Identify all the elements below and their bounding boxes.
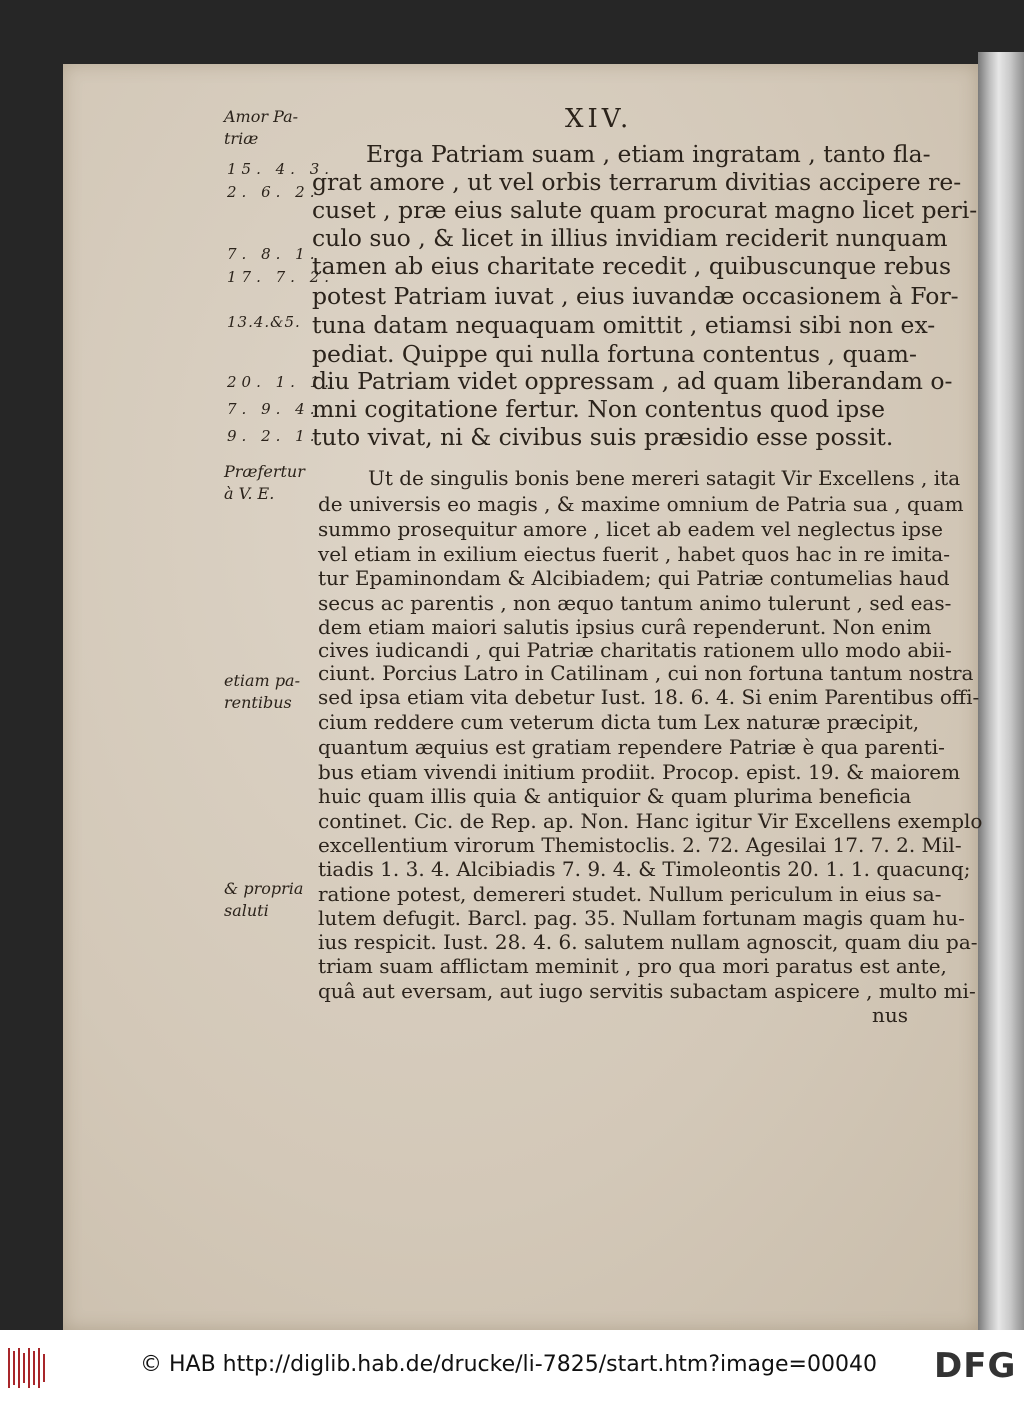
hab-barcode-logo-icon[interactable] bbox=[8, 1348, 46, 1388]
margin-reference: 7. 9. 4. bbox=[227, 400, 320, 418]
text-line: triam suam afflictam meminit , pro qua mori paratus est ante, bbox=[318, 954, 947, 978]
text-line: continet. Cic. de Rep. ap. Non. Hanc igitur Vir Excellens exemplo bbox=[318, 809, 983, 833]
margin-reference: 13.4.&5. bbox=[227, 313, 301, 331]
margin-reference: 17. 7. 2. bbox=[227, 268, 335, 286]
margin-reference: 2. 6. 2. bbox=[227, 183, 320, 201]
text-line: vel etiam in exilium eiectus fuerit , habet quos hac in re imita- bbox=[318, 542, 950, 566]
margin-note: Præfertur bbox=[224, 462, 305, 481]
text-line: quantum æquius est gratiam rependere Patriæ è qua parenti- bbox=[318, 735, 945, 759]
margin-reference: 20. 1. 1. bbox=[227, 373, 335, 391]
text-line: dem etiam maiori salutis ipsius curâ rependerunt. Non enim bbox=[318, 615, 932, 639]
text-line: bus etiam vivendi initium prodiit. Procop. epist. 19. & maiorem bbox=[318, 760, 961, 784]
text-line: lutem defugit. Barcl. pag. 35. Nullam fortunam magis quam hu- bbox=[318, 906, 965, 930]
text-line: tiadis 1. 3. 4. Alcibiadis 7. 9. 4. & Timoleontis 20. 1. 1. quacunq; bbox=[318, 857, 971, 881]
text-line: sed ipsa etiam vita debetur Iust. 18. 6. 4. Si enim Parentibus offi- bbox=[318, 685, 980, 709]
margin-note: & propria bbox=[224, 879, 304, 898]
text-line: mni cogitatione fertur. Non contentus quod ipse bbox=[312, 395, 886, 423]
text-line: tamen ab eius charitate recedit , quibuscunque rebus bbox=[312, 252, 952, 280]
footer-bar bbox=[0, 1330, 1024, 1404]
text-line: tuna datam nequaquam omittit , etiamsi sibi non ex- bbox=[312, 311, 936, 339]
text-line: ciunt. Porcius Latro in Catilinam , cui non fortuna tantum nostra bbox=[318, 661, 974, 685]
dfg-logo[interactable]: DFG bbox=[934, 1346, 1017, 1386]
margin-reference: 9. 2. 1. bbox=[227, 427, 320, 445]
text-line: huic quam illis quia & antiquior & quam plurima beneficia bbox=[318, 784, 912, 808]
text-line: diu Patriam videt oppressam , ad quam liberandam o- bbox=[312, 367, 953, 395]
text-line: cives iudicandi , qui Patriæ charitatis rationem ullo modo abii- bbox=[318, 638, 952, 662]
text-line: culo suo , & licet in illius invidiam reciderit nunquam bbox=[312, 224, 948, 252]
text-line: cium reddere cum veterum dicta tum Lex naturæ præcipit, bbox=[318, 710, 920, 734]
text-line: potest Patriam iuvat , eius iuvandæ occasionem à For- bbox=[312, 282, 959, 310]
text-line: secus ac parentis , non æquo tantum animo tulerunt , sed eas- bbox=[318, 591, 952, 615]
catchword: nus bbox=[872, 1003, 909, 1027]
margin-note: etiam pa- bbox=[224, 671, 300, 690]
margin-note: à V. E. bbox=[224, 484, 275, 503]
margin-note: rentibus bbox=[224, 693, 292, 712]
text-line: grat amore , ut vel orbis terrarum divitias accipere re- bbox=[312, 168, 962, 196]
text-line: ius respicit. Iust. 28. 4. 6. salutem nullam agnoscit, quam diu pa- bbox=[318, 930, 978, 954]
text-line: excellentium virorum Themistoclis. 2. 72. Agesilai 17. 7. 2. Mil- bbox=[318, 833, 962, 857]
margin-note: Amor Pa- bbox=[224, 107, 299, 126]
text-line: Ut de singulis bonis bene mereri satagit Vir Excellens , ita bbox=[368, 466, 961, 490]
text-line: ratione potest, demereri studet. Nullum periculum in eius sa- bbox=[318, 882, 942, 906]
text-line: de universis eo magis , & maxime omnium de Patria sua , quam bbox=[318, 492, 964, 516]
text-line: tuto vivat, ni & civibus suis præsidio esse possit. bbox=[312, 423, 894, 451]
text-line: quâ aut eversam, aut iugo servitis subactam aspicere , multo mi- bbox=[318, 979, 976, 1003]
margin-reference: 15. 4. 3. bbox=[227, 160, 335, 178]
margin-reference: 7. 8. 1. bbox=[227, 245, 320, 263]
book-spine-edge bbox=[978, 52, 1024, 1330]
text-line: Erga Patriam suam , etiam ingratam , tanto fla- bbox=[366, 140, 931, 168]
text-line: summo prosequitur amore , licet ab eadem vel neglectus ipse bbox=[318, 517, 943, 541]
margin-note: saluti bbox=[224, 901, 269, 920]
page-heading: XIV. bbox=[565, 104, 633, 134]
margin-note: triæ bbox=[224, 129, 259, 148]
text-line: tur Epaminondam & Alcibiadem; qui Patriæ contumelias haud bbox=[318, 566, 950, 590]
text-line: cuset , præ eius salute quam procurat magno licet peri- bbox=[312, 196, 978, 224]
text-line: pediat. Quippe qui nulla fortuna contentus , quam- bbox=[312, 340, 917, 368]
source-url-link[interactable]: © HAB http://diglib.hab.de/drucke/li-7825/start.htm?image=00040 bbox=[140, 1352, 877, 1377]
